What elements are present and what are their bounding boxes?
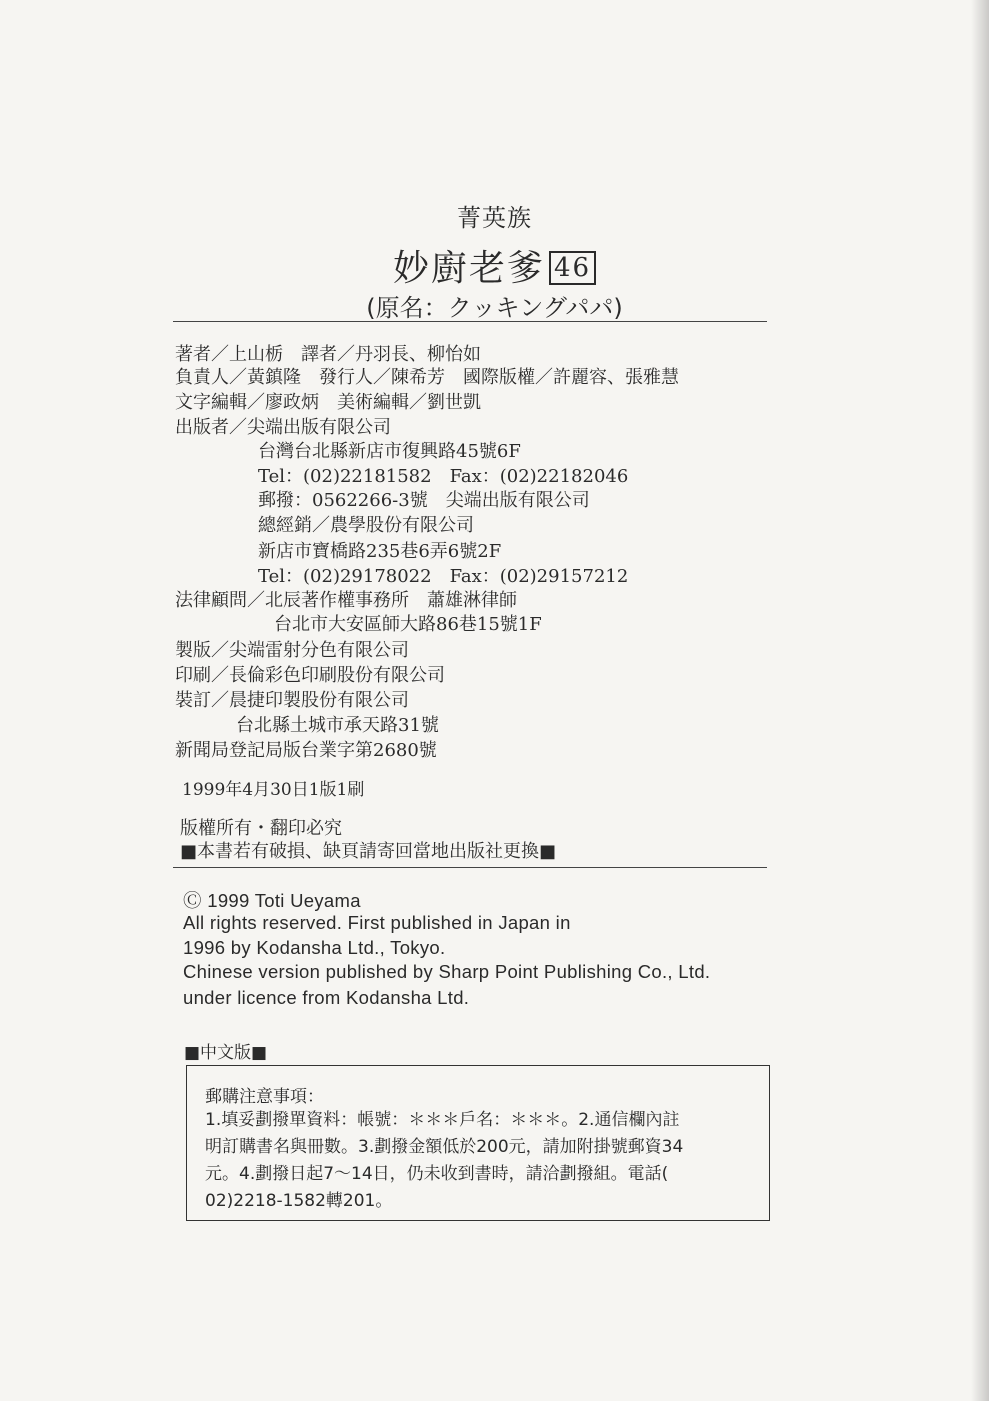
book-title-text: 妙廚老爹 bbox=[392, 248, 545, 289]
notice-line: 明訂購書名與冊數。3.劃撥金額低於200元，請加附掛號郵資34 bbox=[205, 1137, 684, 1157]
divider-top bbox=[173, 321, 767, 322]
credit-line: 負責人／黃鎮隆 發行人／陳希芳 國際版權／許麗容、張雅慧 bbox=[175, 367, 679, 388]
volume-number: 46 bbox=[549, 251, 596, 285]
series-name: 菁英族 bbox=[457, 204, 532, 232]
registration-number: 新聞局登記局版台業字第2680號 bbox=[175, 740, 437, 761]
chinese-edition-label: ■中文版■ bbox=[184, 1043, 268, 1063]
printing-company: 印刷／長倫彩色印刷股份有限公司 bbox=[175, 665, 445, 686]
binding-address: 台北縣土城市承天路31號 bbox=[236, 715, 439, 736]
legal-counsel: 法律顧問／北辰著作權事務所 蕭雄淋律師 bbox=[175, 590, 517, 611]
rights-notice: 版權所有・翻印必究 bbox=[180, 818, 342, 839]
distributor-phone: Tel：(02)29178022 Fax：(02)29157212 bbox=[258, 566, 629, 587]
credit-line: 文字編輯／廖政炳 美術編輯／劉世凱 bbox=[175, 392, 481, 413]
divider-bottom bbox=[173, 867, 767, 868]
distributor-name: 總經銷／農學股份有限公司 bbox=[258, 515, 474, 536]
book-title bbox=[0, 240, 989, 291]
replacement-notice: ■本書若有破損、缺頁請寄回當地出版社更換■ bbox=[180, 841, 557, 862]
copyright-line: Chinese version published by Sharp Point Publishing Co., Ltd. bbox=[183, 961, 711, 982]
notice-line: 1.填妥劃撥單資料：帳號：＊＊＊戶名：＊＊＊。2.通信欄內註 bbox=[205, 1110, 680, 1130]
edition-date: 1999年4月30日1版1刷 bbox=[182, 780, 365, 800]
notice-body bbox=[205, 1107, 757, 1215]
original-title: (原名：クッキングパパ) bbox=[366, 294, 623, 322]
copyright-line: 1996 by Kodansha Ltd., Tokyo. bbox=[183, 937, 446, 958]
publisher-address: 台灣台北縣新店市復興路45號6F bbox=[258, 441, 521, 462]
credit-line: 著者／上山栃 譯者／丹羽長、柳怡如 bbox=[175, 344, 481, 365]
publisher-phone: Tel：(02)22181582 Fax：(02)22182046 bbox=[258, 466, 629, 487]
publisher-name: 出版者／尖端出版有限公司 bbox=[175, 417, 391, 438]
notice-line: 02)2218-1582轉201。 bbox=[205, 1191, 393, 1211]
plate-making: 製版／尖端雷射分色有限公司 bbox=[175, 640, 409, 661]
notice-title: 郵購注意事項： bbox=[205, 1087, 324, 1107]
binding-company: 裝訂／晨捷印製股份有限公司 bbox=[175, 690, 409, 711]
copyright-line: All rights reserved. First published in Japan in bbox=[183, 912, 571, 933]
distributor-address: 新店市寶橋路235巷6弄6號2F bbox=[258, 541, 502, 562]
copyright-line: Ⓒ 1999 Toti Ueyama bbox=[183, 890, 361, 911]
mail-order-notice bbox=[186, 1065, 770, 1221]
legal-address: 台北市大安區師大路86巷15號1F bbox=[274, 614, 542, 635]
copyright-line: under licence from Kodansha Ltd. bbox=[183, 987, 470, 1008]
notice-line: 元。4.劃撥日起7～14日，仍未收到書時，請洽劃撥組。電話( bbox=[205, 1164, 669, 1184]
publisher-postal-account: 郵撥：0562266-3號 尖端出版有限公司 bbox=[258, 490, 590, 511]
